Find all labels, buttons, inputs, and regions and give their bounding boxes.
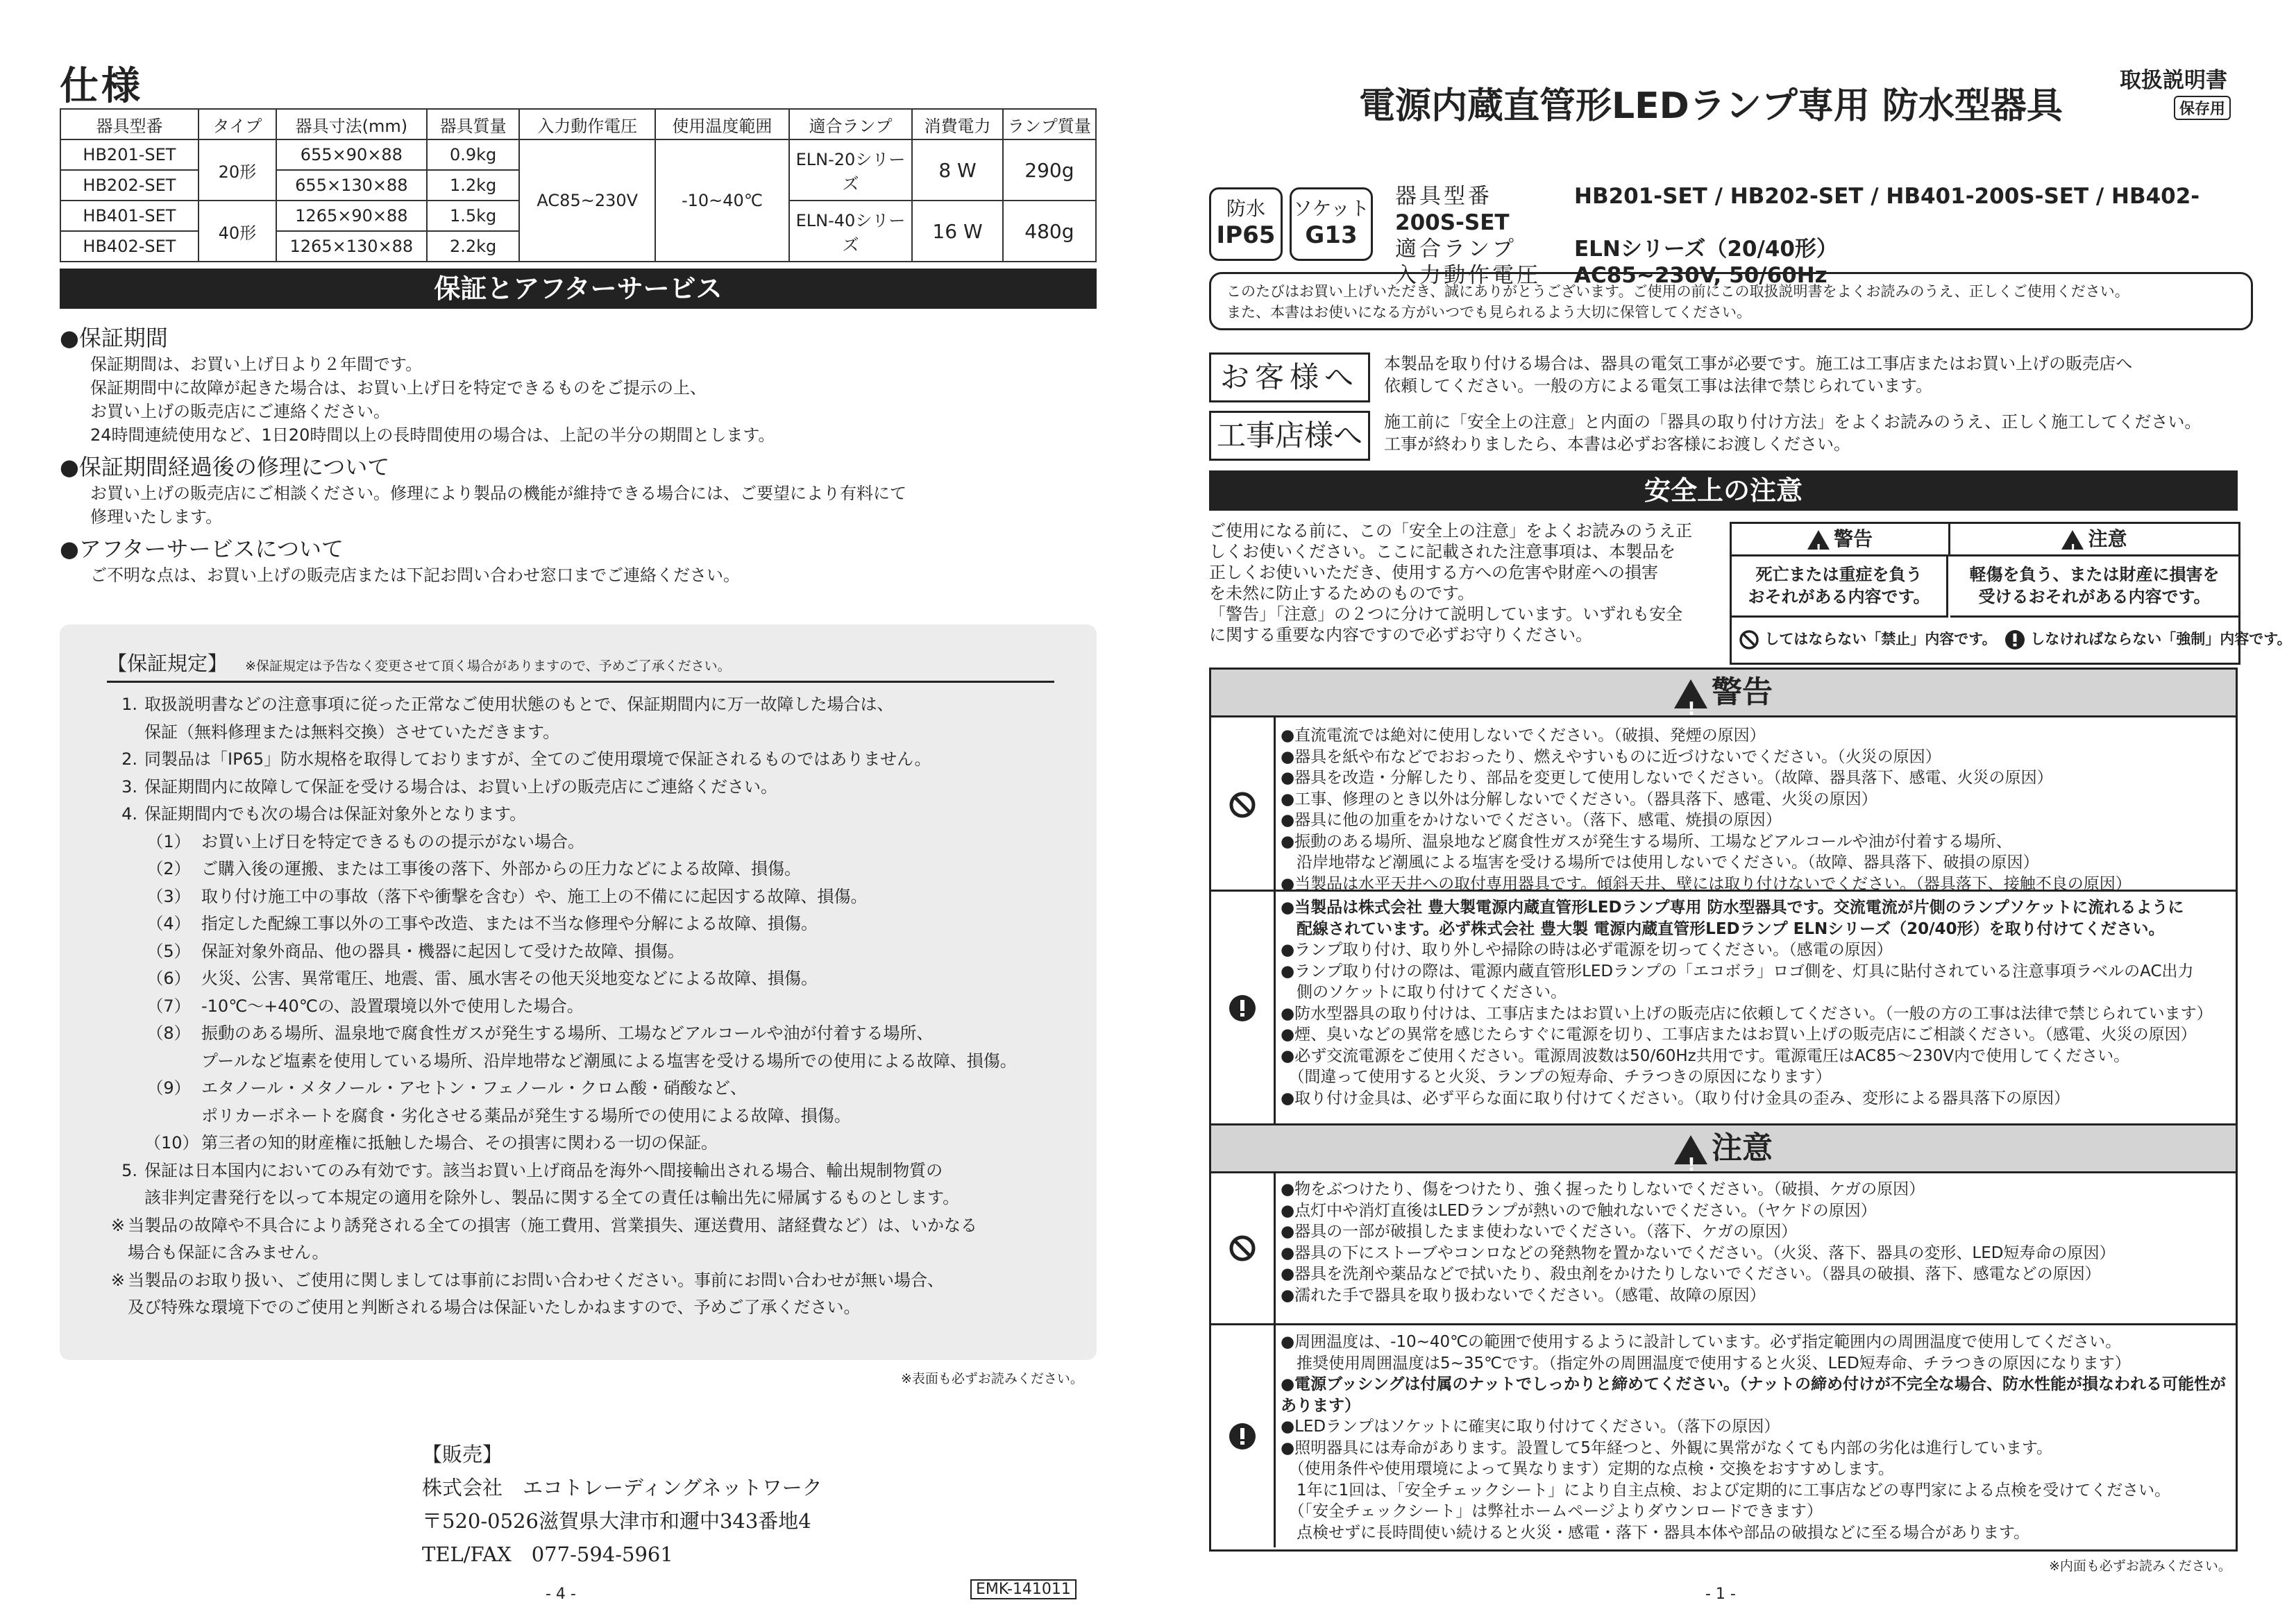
warning-title: 警告 bbox=[1712, 674, 1773, 710]
warranty-bar: 保証とアフターサービス bbox=[60, 269, 1097, 309]
list-text: 場合も保証に含みません。 bbox=[128, 1243, 329, 1262]
list-item bbox=[107, 910, 1079, 938]
customer-label: お客様へ bbox=[1209, 352, 1370, 402]
spec-model: HB201-SET bbox=[60, 139, 199, 170]
spec-size: 1265×90×88 bbox=[276, 201, 427, 231]
list-item bbox=[107, 993, 1079, 1021]
mandatory-icon bbox=[1229, 994, 1256, 1022]
back-note: ※表面も必ずお読みください。 bbox=[901, 1371, 1083, 1386]
customer-line: 本製品を取り付ける場合は、器具の電気工事が必要です。施工は工事店またはお買い上げの販売店へ bbox=[1384, 354, 2133, 373]
manual-label: 取扱説明書 bbox=[2120, 68, 2227, 93]
list-item bbox=[107, 1075, 1079, 1103]
legend-warn-label: 警告 bbox=[1833, 527, 1873, 550]
list-item: ●取り付け金具は、必ず平らな面に取り付けてください。（取り付け金具の歪み、変形による器具落下の原因） bbox=[1281, 1089, 2070, 1107]
section-after-service bbox=[60, 532, 1097, 587]
section-title: ●保証期間経過後の修理について bbox=[60, 454, 390, 480]
list-item: ●工事、修理のとき以外は分解しないでください。（器具落下、感電、火災の原因） bbox=[1281, 790, 1877, 808]
list-item: 点検せずに長時間使い続けると火災・感電・落下・器具本体や部品の破損などに至る場合があります。 bbox=[1281, 1523, 2030, 1542]
seller-address: 〒520-0526滋賀県大津市和邇中343番地4 bbox=[422, 1509, 811, 1533]
section-body bbox=[60, 482, 1097, 529]
list-item: 側のソケットに取り付けてください。 bbox=[1281, 983, 1567, 1001]
list-item bbox=[107, 1294, 1079, 1322]
list-number: （4） bbox=[146, 914, 191, 933]
list-text: 火災、公害、異常電圧、地震、雷、風水害その他天災地変などによる故障、損傷。 bbox=[201, 969, 818, 988]
spec-value: AC85~230V, 50/60Hz bbox=[1574, 263, 1827, 288]
warning-header bbox=[1211, 670, 2236, 717]
list-text: 保証期間内でも次の場合は保証対象外となります。 bbox=[144, 804, 527, 824]
section-line: 保証期間中に故障が起きた場合は、お買い上げ日を特定できるものをご提示の上、 bbox=[90, 378, 707, 398]
safety-intro-line: 正しくお使いいただき、使用する方への危害や財産への損害 bbox=[1209, 563, 1659, 582]
list-item bbox=[107, 719, 1079, 747]
list-text: 取り付け施工中の事故（落下や衝撃を含む）や、施工上の不備にに起因する故障、損傷。 bbox=[201, 886, 868, 906]
list-item bbox=[107, 1020, 1079, 1048]
spec-type: 20形 bbox=[199, 139, 276, 201]
warranty-terms-list bbox=[107, 691, 1079, 1322]
spec-header: タイプ bbox=[199, 109, 276, 139]
prohibit-icon bbox=[1229, 1234, 1256, 1262]
intro-line: また、本書はお使いになる方がいつでも見られるよう大切に保管してください。 bbox=[1226, 304, 1751, 321]
legend-prohibit-text: してはならない「禁止」内容です。 bbox=[1764, 631, 1997, 647]
list-item: ●直流電流では絶対に使用しないでください。（破損、発煙の原因） bbox=[1281, 726, 1766, 745]
spec-label: 器具型番 bbox=[1395, 184, 1492, 209]
list-text: 同製品は「IP65」防水規格を取得しておりますが、全てのご使用環境で保証されるものではありません。 bbox=[144, 749, 931, 769]
seller-info bbox=[422, 1438, 822, 1571]
seller-tel: TEL/FAX 077-594-5961 bbox=[422, 1543, 673, 1566]
list-item: ●器具を洗剤や薬品などで拭いたり、殺虫剤をかけたりしないでください。（器具の破損、落下、感電などの原因） bbox=[1281, 1265, 2101, 1283]
spec-value: ELNシリーズ（20/40形） bbox=[1574, 237, 1838, 262]
spec-header: 器具型番 bbox=[60, 109, 199, 139]
section-line: お買い上げの販売店にご相談ください。修理により製品の機能が維持できる場合には、ご要望により有料にて bbox=[90, 484, 906, 503]
legend-line: 受けるおそれがある内容です。 bbox=[1978, 587, 2211, 606]
list-text: 取扱説明書などの注意事項に従った正常なご使用状態のもとで、保証期間内に万一故障した場合は、 bbox=[144, 695, 894, 714]
spec-header: 使用温度範囲 bbox=[655, 109, 789, 139]
list-item: 推奨使用周囲温度は5~35℃です。（指定外の周囲温度で使用すると火災、LED短寿命、チラつきの原因になります） bbox=[1281, 1354, 2131, 1373]
caution-title: 注意 bbox=[1712, 1130, 1773, 1166]
list-text: 保証期間内に故障して保証を受ける場合は、お買い上げの販売店にご連絡ください。 bbox=[144, 776, 777, 797]
list-item bbox=[107, 1130, 1079, 1157]
customer-text bbox=[1384, 352, 2132, 397]
left-page bbox=[60, 56, 1097, 1603]
list-number: （3） bbox=[146, 886, 191, 906]
list-number: 5. bbox=[121, 1160, 137, 1180]
spec-lamp: ELN-40シリーズ bbox=[789, 201, 913, 262]
badge-bottom: IP65 bbox=[1216, 221, 1276, 249]
list-text: 当製品のお取り扱い、ご使用に関しましては事前にお問い合わせください。事前にお問い合わせが無い場合、 bbox=[128, 1270, 944, 1290]
spec-weight: 2.2kg bbox=[427, 231, 520, 262]
list-item: ●必ず交流電源をご使用ください。電源周波数は50/60Hz共用です。電源電圧はAC85～230V内で使用してください。 bbox=[1281, 1046, 2130, 1065]
list-item: ●ランプ取り付けの際は、電源内蔵直管形LEDランプの「エコボラ」ロゴ側を、灯具に貼付されている注意事項ラベルのAC出力 bbox=[1281, 962, 2194, 980]
spec-title: 仕様 bbox=[60, 64, 143, 109]
caution-prohibit-icon-cell bbox=[1211, 1173, 1276, 1325]
list-number: （7） bbox=[146, 996, 191, 1016]
spec-label: 適合ランプ bbox=[1395, 237, 1517, 262]
list-text: 保証（無料修理または無料交換）させていただきます。 bbox=[144, 722, 560, 742]
divider bbox=[1276, 1323, 2236, 1325]
list-number: （8） bbox=[146, 1023, 191, 1043]
spec-header: ランプ質量 bbox=[1003, 109, 1096, 139]
list-item: ●点灯中や消灯直後はLEDランプが熱いので触れないでください。（ヤケドの原因） bbox=[1281, 1201, 1877, 1220]
section-body bbox=[60, 563, 1097, 587]
safety-intro bbox=[1209, 520, 1723, 645]
list-number: （9） bbox=[146, 1078, 191, 1098]
section-title: ●アフターサービスについて bbox=[60, 536, 344, 562]
list-number: 1. bbox=[121, 695, 137, 714]
list-item: ●器具の下にストーブやコンロなどの発熱物を置かないでください。（火災、落下、器具の変形、LED短寿命の原因） bbox=[1281, 1243, 2116, 1262]
list-item: ●電源ブッシングは付属のナットでしっかりと締めてください。（ナットの締め付けが不完全な場合、防水性能が損なわれる可能性があります） bbox=[1281, 1375, 2227, 1415]
intro-line: このたびはお買い上げいただき、誠にありがとうございます。ご使用の前にこの取扱説明書をよくお読みのうえ、正しくご使用ください。 bbox=[1226, 283, 2129, 300]
warning-triangle-icon bbox=[1674, 1135, 1707, 1164]
list-item bbox=[107, 829, 1079, 856]
spec-size: 655×130×88 bbox=[276, 170, 427, 201]
spec-header: 入力動作電圧 bbox=[519, 109, 655, 139]
prohibit-icon bbox=[1229, 791, 1256, 819]
list-item bbox=[107, 856, 1079, 883]
list-item: ●振動のある場所、温泉地など腐食性ガスが発生する場所、工場などアルコールや油が付着する場所、 bbox=[1281, 832, 2012, 851]
page-number: - 1 - bbox=[1705, 1586, 1736, 1603]
list-item bbox=[107, 1239, 1079, 1267]
legend-caution-label: 注意 bbox=[2088, 527, 2127, 550]
caution-header bbox=[1211, 1123, 2236, 1173]
list-text: ポリカーボネートを腐食・劣化させる薬品が発生する場所での使用による故障、損傷。 bbox=[201, 1105, 851, 1125]
badge-top: ソケット bbox=[1292, 197, 1370, 220]
list-item: 沿岸地帯など潮風による塩害を受ける場所では使用しないでください。（故障、器具落下、破損の原因） bbox=[1281, 853, 2039, 872]
contractor-label: 工事店様へ bbox=[1209, 411, 1370, 461]
list-item: ●防水型器具の取り付けは、工事店またはお買い上げの販売店に依頼してください。（一般の方の工事は法律で禁じられています） bbox=[1281, 1004, 2213, 1023]
list-text: エタノール・メタノール・アセトン・フェノール・クロム酸・硝酸など、 bbox=[201, 1078, 747, 1098]
safety-intro-line: 「警告」「注意」の２つに分けて説明しています。いずれも安全 bbox=[1209, 604, 1683, 624]
spec-row bbox=[1395, 236, 2256, 262]
list-item: ●当製品は水平天井への取付専用器具です。傾斜天井、壁には取り付けないでください。（器具落下、接触不良の原因） bbox=[1281, 874, 2132, 893]
spec-header: 適合ランプ bbox=[789, 109, 913, 139]
spec-label: 入力動作電圧 bbox=[1395, 263, 1541, 288]
safety-bar: 安全上の注意 bbox=[1209, 470, 2238, 511]
list-number: （6） bbox=[146, 969, 191, 988]
spec-model: HB401-SET bbox=[60, 201, 199, 231]
list-item: ●器具を紙や布などでおおったり、燃えやすいものに近づけないでください。（火災の原因） bbox=[1281, 747, 1941, 766]
list-number: 2. bbox=[121, 749, 137, 769]
spec-power: 8 W bbox=[912, 139, 1003, 201]
list-text: 該非判定書発行を以って本規定の適用を除外し、製品に関する全ての責任は輸出先に帰属するものとします。 bbox=[144, 1188, 960, 1207]
safety-intro-line: を未然に防止するためのものです。 bbox=[1209, 584, 1475, 603]
spec-temp: -10~40℃ bbox=[655, 139, 789, 262]
list-item: ●当製品は株式会社 豊大製電源内蔵直管形LEDランプ専用 防水型器具です。交流電流が片側のランプソケットに流れるように bbox=[1281, 899, 2184, 917]
list-text: 保証は日本国内においてのみ有効です。該当お買い上げ商品を海外へ間接輸出される場合、輸出規制物質の bbox=[144, 1160, 943, 1180]
list-item: （使用条件や使用環境によって異なります）定期的な点検・交換をおすすめします。 bbox=[1281, 1460, 1894, 1478]
list-number: （2） bbox=[146, 859, 191, 878]
section-line: 24時間連続使用など、1日20時間以上の長時間使用の場合は、上記の半分の期間とします。 bbox=[90, 425, 775, 445]
spec-row bbox=[1395, 183, 2256, 236]
warning-mandatory-list bbox=[1281, 897, 2231, 1109]
legend-line: 死亡または重症を負う bbox=[1755, 565, 1923, 584]
list-item bbox=[107, 1103, 1079, 1130]
list-text: 及び特殊な環境下でのご使用と判断される場合は保証いたしかねますので、予めご了承ください。 bbox=[128, 1298, 861, 1317]
section-body bbox=[60, 352, 1097, 447]
list-text: お買い上げ日を特定できるものの提示がない場合。 bbox=[201, 831, 584, 851]
section-line: 修理いたします。 bbox=[90, 507, 223, 527]
inner-note: ※内面も必ずお読みください。 bbox=[2049, 1558, 2231, 1574]
list-item bbox=[107, 883, 1079, 911]
warning-caution-box bbox=[1209, 668, 2238, 1552]
contractor-line: 施工前に「安全上の注意」と内面の「器具の取り付け方法」をよくお読みのうえ、正しく施工してください。 bbox=[1384, 412, 2202, 432]
list-item bbox=[107, 1267, 1079, 1295]
list-item bbox=[107, 801, 1079, 829]
spec-header: 器具寸法(mm) bbox=[276, 109, 427, 139]
list-item bbox=[107, 938, 1079, 966]
spec-size: 1265×130×88 bbox=[276, 231, 427, 262]
legend-symbols bbox=[1739, 625, 2292, 653]
ip65-badge bbox=[1209, 187, 1283, 261]
caution-mandatory-icon-cell bbox=[1211, 1325, 1276, 1547]
spec-header-row bbox=[60, 109, 1096, 139]
list-item: ●煙、臭いなどの異常を感じたらすぐに電源を切り、工事店またはお買い上げの販売店にご相談ください。（感電、火災の原因） bbox=[1281, 1026, 2197, 1044]
prohibit-icon bbox=[1739, 629, 1759, 650]
caution-prohibit-list bbox=[1281, 1179, 2231, 1306]
list-item: ●照明器具には寿命があります。設置して5年経つと、外観に異常がなくても内部の劣化は進行しています。 bbox=[1281, 1438, 2053, 1457]
page-number: - 4 - bbox=[546, 1586, 576, 1603]
spec-model: HB402-SET bbox=[60, 231, 199, 262]
spec-weight: 1.2kg bbox=[427, 170, 520, 201]
legend-warn-text bbox=[1732, 556, 1948, 618]
list-item: 1年に1回は、「安全チェックシート」により自主点検、および定期的に工事店などの専門家による点検を受けてください。 bbox=[1281, 1481, 2171, 1499]
spec-lamp: ELN-20シリーズ bbox=[789, 139, 913, 201]
list-number: ※ bbox=[110, 1270, 125, 1290]
spec-lamp-weight: 480g bbox=[1003, 201, 1096, 262]
legend-caution-text bbox=[1950, 556, 2238, 618]
intro-box bbox=[1209, 272, 2253, 330]
legend-line: 軽傷を負う、または財産に損害を bbox=[1969, 565, 2220, 584]
list-text: ご購入後の運搬、または工事後の落下、外部からの圧力などによる故障、損傷。 bbox=[201, 859, 801, 878]
divider bbox=[1276, 890, 2236, 892]
contractor-line: 工事が終わりましたら、本書は必ずお客様にお渡しください。 bbox=[1384, 434, 1850, 454]
list-text: 指定した配線工事以外の工事や改造、または不当な修理や分解による故障、損傷。 bbox=[201, 914, 818, 933]
warranty-terms-header bbox=[107, 648, 1054, 683]
doc-code: EMK-141011 bbox=[970, 1579, 1077, 1599]
warning-triangle-icon bbox=[2061, 530, 2084, 550]
list-item bbox=[107, 1157, 1079, 1185]
section-warranty-period bbox=[60, 321, 1097, 447]
list-number: （5） bbox=[146, 941, 191, 961]
spec-value: HB201-SET / HB202-SET / HB401-200S-SET / HB402-200S-SET bbox=[1395, 184, 2200, 235]
list-item: ●器具の一部が破損したまま使わないでください。（落下、ケガの原因） bbox=[1281, 1223, 1798, 1241]
g13-badge bbox=[1290, 187, 1373, 261]
spec-header: 消費電力 bbox=[912, 109, 1003, 139]
safety-legend bbox=[1730, 522, 2292, 665]
spec-voltage: AC85~230V bbox=[519, 139, 655, 262]
list-item: （間違って使用すると火災、ランプの短寿命、チラつきの原因になります） bbox=[1281, 1068, 1832, 1086]
warning-mandatory-icon-cell bbox=[1211, 892, 1276, 1123]
section-after-warranty bbox=[60, 450, 1097, 529]
seller-title: 【販売】 bbox=[422, 1443, 503, 1466]
legend-line: おそれがある内容です。 bbox=[1748, 587, 1930, 606]
spec-model: HB202-SET bbox=[60, 170, 199, 201]
spec-type: 40形 bbox=[199, 201, 276, 262]
spec-lamp-weight: 290g bbox=[1003, 139, 1096, 201]
badge-top: 防水 bbox=[1226, 197, 1265, 220]
warning-prohibit-list bbox=[1281, 725, 2231, 894]
contractor-text bbox=[1384, 411, 2201, 455]
list-item bbox=[107, 746, 1079, 774]
warning-prohibit-icon-cell bbox=[1211, 717, 1276, 892]
legend-warn-head bbox=[1732, 524, 1950, 556]
spec-power: 16 W bbox=[912, 201, 1003, 262]
warning-triangle-icon bbox=[1674, 679, 1707, 708]
section-line: 保証期間は、お買い上げ日より２年間です。 bbox=[90, 355, 423, 374]
warranty-terms-note: ※保証規定は予告なく変更させて頂く場合がありますので、予めご了承ください。 bbox=[245, 658, 731, 674]
list-item bbox=[107, 691, 1079, 719]
list-item bbox=[107, 1184, 1079, 1212]
list-item bbox=[107, 774, 1079, 801]
warning-triangle-icon bbox=[1807, 530, 1830, 550]
list-item: ●LEDランプはソケットに確実に取り付けてください。（落下の原因） bbox=[1281, 1418, 1780, 1436]
warranty-sections bbox=[60, 318, 1097, 587]
list-item bbox=[107, 965, 1079, 993]
list-number: ※ bbox=[110, 1215, 125, 1235]
mandatory-icon bbox=[2004, 629, 2025, 650]
spec-size: 655×90×88 bbox=[276, 139, 427, 170]
list-item: 配線されています。必ず株式会社 豊大製 電源内蔵直管形LEDランプ ELNシリーズ（20/40形）を取り付けてください。 bbox=[1281, 919, 2165, 938]
list-item: ●濡れた手で器具を取り扱わないでください。（感電、故障の原因） bbox=[1281, 1286, 1766, 1305]
list-text: 第三者の知的財産権に抵触した場合、その損害に関わる一切の保証。 bbox=[201, 1133, 718, 1153]
list-item: ●周囲温度は、-10~40℃の範囲で使用するように設計しています。必ず指定範囲内の周囲温度で使用してください。 bbox=[1281, 1333, 2122, 1351]
section-line: お買い上げの販売店にご連絡ください。 bbox=[90, 402, 390, 421]
legend-caution-head bbox=[1950, 524, 2238, 556]
list-item: （「安全チェックシート」は弊社ホームページよりダウンロードできます） bbox=[1281, 1502, 1823, 1520]
safety-intro-line: ご使用になる前に、この「安全上の注意」をよくお読みのうえ正 bbox=[1209, 521, 1692, 541]
list-number: 4. bbox=[121, 804, 137, 824]
list-number: （10） bbox=[144, 1133, 199, 1153]
list-item: ●器具に他の加重をかけないでください。（落下、感電、焼損の原因） bbox=[1281, 811, 1782, 829]
section-line: ご不明な点は、お買い上げの販売店または下記お問い合わせ窓口までご連絡ください。 bbox=[90, 566, 740, 585]
list-text: -10℃～+40℃の、設置環境以外で使用した場合。 bbox=[201, 996, 584, 1016]
list-item bbox=[107, 1048, 1079, 1076]
seller-company: 株式会社 エコトレーディングネットワーク bbox=[422, 1476, 822, 1499]
list-item: ●物をぶつけたり、傷をつけたり、強く握ったりしないでください。（破損、ケガの原因） bbox=[1281, 1180, 1925, 1198]
customer-line: 依頼してください。一般の方による電気工事は法律で禁じられています。 bbox=[1384, 376, 1933, 396]
list-item bbox=[107, 1212, 1079, 1240]
section-title: ●保証期間 bbox=[60, 325, 168, 351]
page-title: 電源内蔵直管形LEDランプ専用 防水型器具 bbox=[1359, 85, 2063, 127]
mandatory-icon bbox=[1229, 1422, 1256, 1450]
spec-weight: 0.9kg bbox=[427, 139, 520, 170]
caution-mandatory-list bbox=[1281, 1332, 2231, 1543]
list-number: 3. bbox=[121, 776, 137, 797]
warranty-terms-title: 【保証規定】 bbox=[107, 652, 228, 675]
list-item: ●器具を改造・分解したり、部品を変更して使用しないでください。（故障、器具落下、感電、火災の原因） bbox=[1281, 769, 2053, 787]
list-text: 当製品の故障や不具合により誘発される全ての損害（施工費用、営業損失、運送費用、諸経費など）は、いかなる bbox=[128, 1215, 977, 1235]
safety-intro-line: に関する重要な内容ですので必ずお守りください。 bbox=[1209, 625, 1592, 645]
table-row bbox=[60, 139, 1096, 170]
warranty-terms-box bbox=[60, 624, 1097, 1360]
spec-header: 器具質量 bbox=[427, 109, 520, 139]
right-page bbox=[1209, 56, 2292, 1603]
badge-bottom: G13 bbox=[1305, 221, 1358, 249]
list-text: 保証対象外商品、他の器具・機器に起因して受けた故障、損傷。 bbox=[201, 941, 684, 961]
legend-mandatory-text: しなければならない「強制」内容です。 bbox=[2030, 631, 2292, 647]
list-text: プールなど塩素を使用している場所、沿岸地帯など潮風による塩害を受ける場所での使用による故障、損傷。 bbox=[201, 1051, 1017, 1071]
spec-table bbox=[60, 108, 1097, 262]
safety-intro-line: しくお使いください。ここに記載された注意事項は、本製品を bbox=[1209, 542, 1675, 561]
list-text: 振動のある場所、温泉地で腐食性ガスが発生する場所、工場などアルコールや油が付着する場所、 bbox=[201, 1023, 934, 1043]
list-number: （1） bbox=[146, 831, 191, 851]
list-item: ●ランプ取り付け、取り外しや掃除の時は必ず電源を切ってください。（感電の原因） bbox=[1281, 941, 1893, 959]
spec-weight: 1.5kg bbox=[427, 201, 520, 231]
keep-label: 保存用 bbox=[2174, 96, 2231, 120]
